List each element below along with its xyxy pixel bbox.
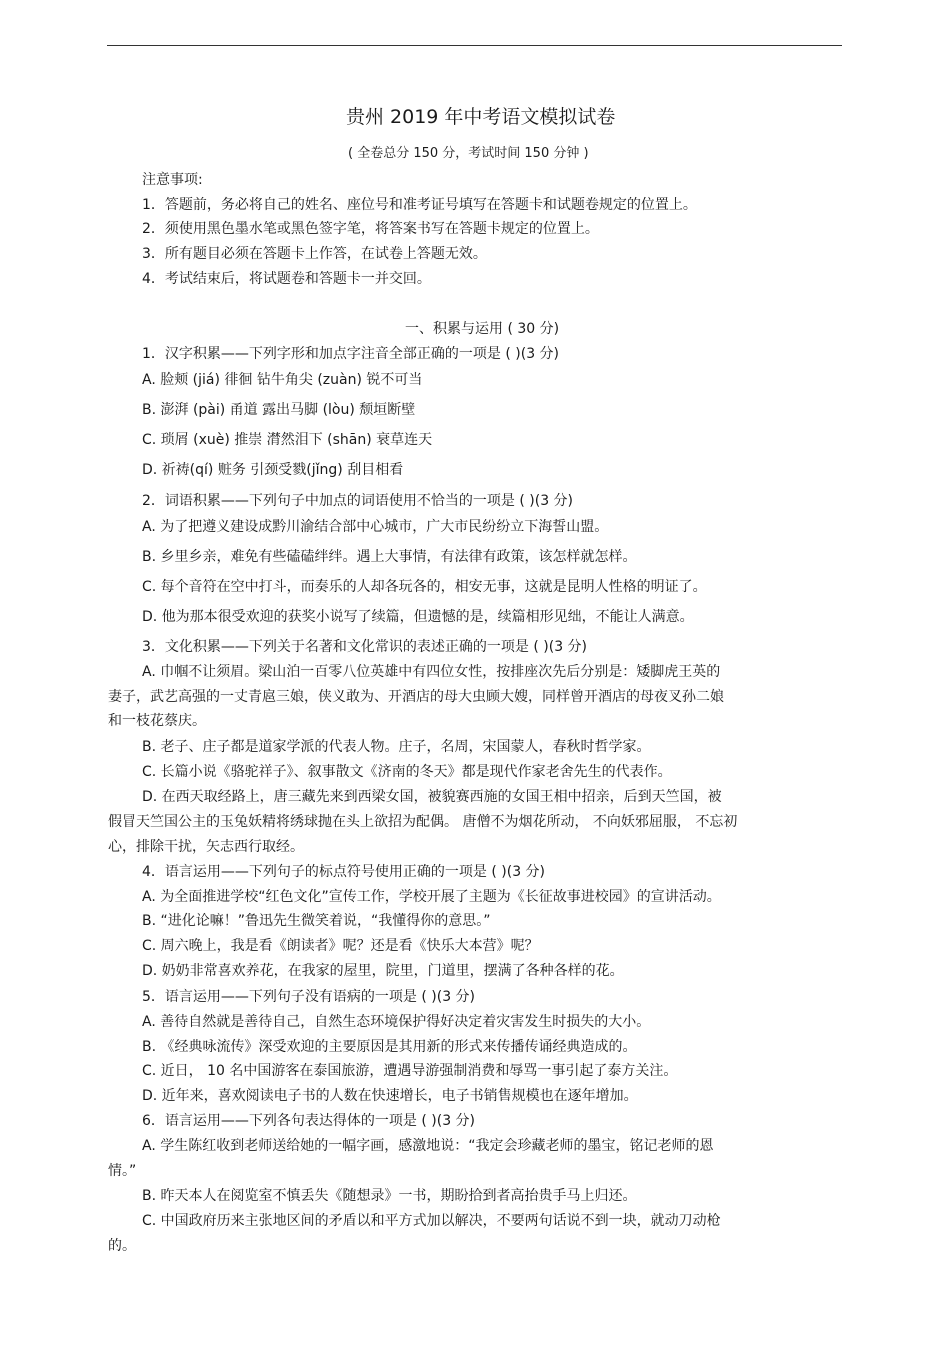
option-b: B. 澎湃 (pài) 甬道 露出马脚 (lòu) 颓垣断壁 bbox=[142, 402, 416, 418]
top-rule bbox=[107, 45, 842, 46]
notice-heading: 注意事项: bbox=[142, 172, 203, 188]
option-a-line: 和一枝花蔡庆。 bbox=[108, 713, 206, 729]
option-d: D. 奶奶非常喜欢养花，在我家的屋里，院里，门道里，摆满了各种各样的花。 bbox=[142, 963, 624, 979]
option-d: D. 他为那本很受欢迎的获奖小说写了续篇，但遗憾的是，续篇相形见绌，不能让人满意。 bbox=[142, 609, 694, 625]
option-d-line: 心，排除干扰，矢志西行取经。 bbox=[108, 839, 304, 855]
option-b: B. 昨天本人在阅览室不慎丢失《随想录》一书，期盼拾到者高抬贵手马上归还。 bbox=[142, 1188, 637, 1204]
question-stem: 4．语言运用——下列句子的标点符号使用正确的一项是 ( )(3 分) bbox=[142, 864, 546, 880]
option-b: B. 《经典咏流传》深受欢迎的主要原因是其用新的形式来传播传诵经典造成的。 bbox=[142, 1039, 637, 1055]
option-c: C. 琐屑 (xuè) 推崇 潸然泪下 (shān) 衰草连天 bbox=[142, 432, 433, 448]
notice-item: 3．所有题目必须在答题卡上作答，在试卷上答题无效。 bbox=[142, 246, 487, 262]
option-d: D. 祈祷(qí) 赃务 引颈受戮(jǐng) 刮目相看 bbox=[142, 462, 404, 478]
option-c: C. 近日， 10 名中国游客在泰国旅游，遭遇导游强制消费和辱骂一事引起了泰方关注。 bbox=[142, 1063, 678, 1079]
option-a-line: A. 学生陈红收到老师送给她的一幅字画，感激地说：“我定会珍藏老师的墨宝，铭记老师的恩 bbox=[142, 1138, 714, 1154]
notice-item: 4．考试结束后，将试题卷和答题卡一并交回。 bbox=[142, 271, 431, 287]
question-stem: 3．文化积累——下列关于名著和文化常识的表述正确的一项是 ( )(3 分) bbox=[142, 639, 588, 655]
notice-item: 1．答题前，务必将自己的姓名、座位号和准考证号填写在答题卡和试题卷规定的位置上。 bbox=[142, 197, 697, 213]
option-a: A. 为全面推进学校“红色文化”宣传工作，学校开展了主题为《长征故事进校园》的宣讲活动。 bbox=[142, 889, 721, 905]
question-stem: 6．语言运用——下列各句表达得体的一项是 ( )(3 分) bbox=[142, 1113, 476, 1129]
option-b: B. 老子、庄子都是道家学派的代表人物。庄子，名周，宋国蒙人，春秋时哲学家。 bbox=[142, 739, 651, 755]
option-a-line: 情。” bbox=[108, 1163, 137, 1179]
page-subtitle: ( 全卷总分 150 分，考试时间 150 分钟 ) bbox=[348, 146, 589, 161]
option-c: C. 长篇小说《骆驼祥子》、叙事散文《济南的冬天》都是现代作家老舍先生的代表作。 bbox=[142, 764, 672, 780]
option-b: B. “进化论嘛！”鲁迅先生微笑着说，“我懂得你的意思。” bbox=[142, 913, 491, 929]
page-title: 贵州 2019 年中考语文模拟试卷 bbox=[346, 106, 616, 128]
notice-item: 2．须使用黑色墨水笔或黑色签字笔，将答案书写在答题卡规定的位置上。 bbox=[142, 221, 599, 237]
option-c-line: C. 中国政府历来主张地区间的矛盾以和平方式加以解决，不要两句话说不到一块，就动刀动枪 bbox=[142, 1213, 721, 1229]
option-a: A. 善待自然就是善待自己，自然生态环境保护得好决定着灾害发生时损失的大小。 bbox=[142, 1014, 651, 1030]
section-heading: 一、积累与运用 ( 30 分) bbox=[405, 321, 560, 337]
option-d-line: D. 在西天取经路上，唐三藏先来到西梁女国，被貌赛西施的女国王相中招亲，后到天竺国，被 bbox=[142, 789, 722, 805]
option-c-line: 的。 bbox=[108, 1238, 136, 1254]
question-stem: 5．语言运用——下列句子没有语病的一项是 ( )(3 分) bbox=[142, 989, 476, 1005]
option-a-line: A. 巾帼不让须眉。梁山泊一百零八位英雄中有四位女性，按排座次先后分别是：矮脚虎王英的 bbox=[142, 664, 721, 680]
option-d-line: 假冒天竺国公主的玉兔妖精将绣球抛在头上欲招为配偶。 唐僧不为烟花所动， 不向妖邪屈服， 不忘初 bbox=[108, 814, 738, 830]
option-b: B. 乡里乡亲，难免有些磕磕绊绊。遇上大事情，有法律有政策，该怎样就怎样。 bbox=[142, 549, 637, 565]
question-stem: 2．词语积累——下列句子中加点的词语使用不恰当的一项是 ( )(3 分) bbox=[142, 493, 574, 509]
option-a: A. 为了把遵义建设成黔川渝结合部中心城市，广大市民纷纷立下海誓山盟。 bbox=[142, 519, 609, 535]
option-a-line: 妻子，武艺高强的一丈青扈三娘，侠义敢为、开酒店的母大虫顾大嫂，同样曾开酒店的母夜叉孙二娘 bbox=[108, 689, 724, 705]
option-a: A. 脸颊 (jiá) 徘徊 钻牛角尖 (zuàn) 锐不可当 bbox=[142, 372, 423, 388]
option-c: C. 每个音符在空中打斗，而奏乐的人却各玩各的，相安无事，这就是昆明人性格的明证了。 bbox=[142, 579, 707, 595]
option-c: C. 周六晚上，我是看《朗读者》呢？还是看《快乐大本营》呢？ bbox=[142, 938, 539, 954]
option-d: D. 近年来，喜欢阅读电子书的人数在快速增长，电子书销售规模也在逐年增加。 bbox=[142, 1088, 638, 1104]
question-stem: 1．汉字积累——下列字形和加点字注音全部正确的一项是 ( )(3 分) bbox=[142, 346, 560, 362]
